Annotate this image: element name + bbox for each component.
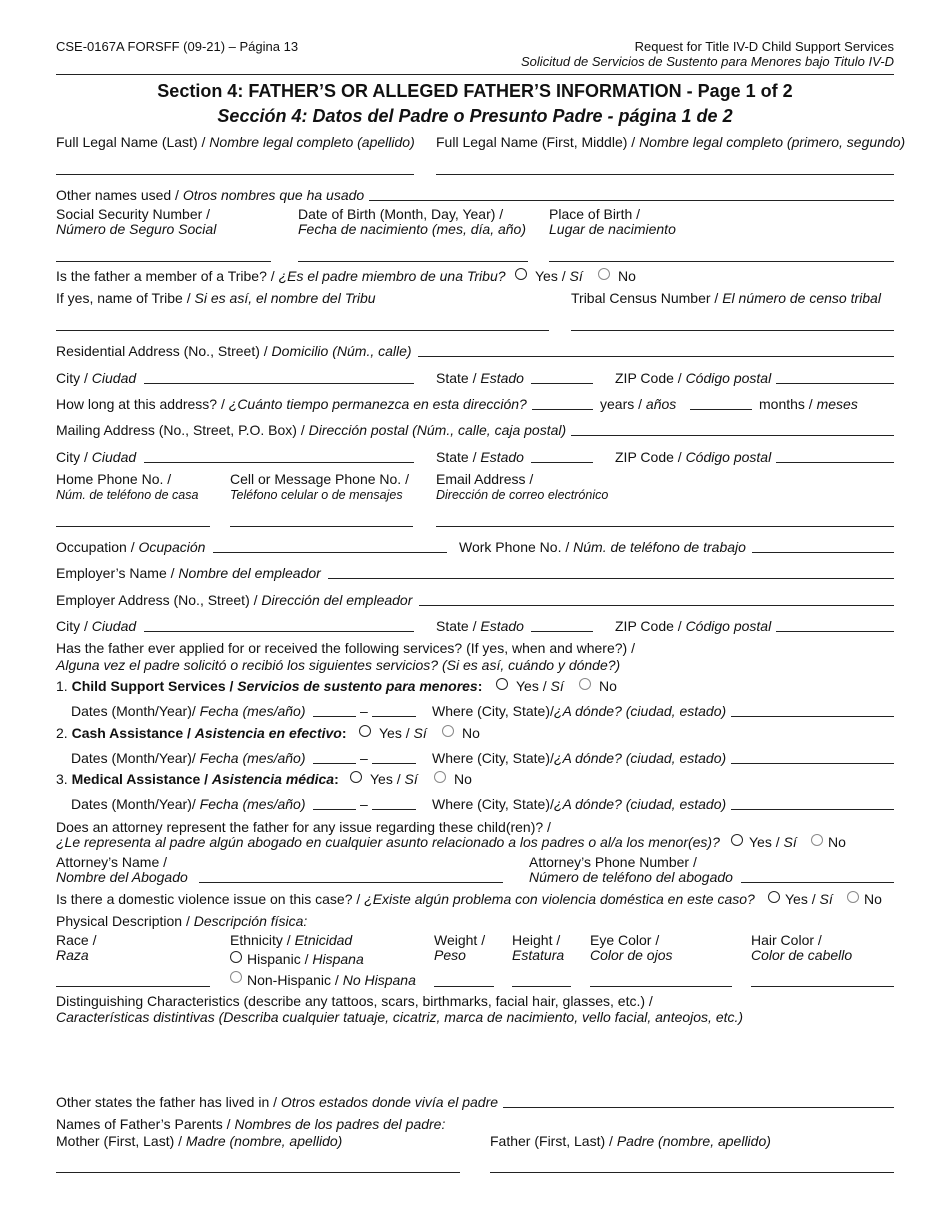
distinguishing-label-es: Características distintivas (Describa cualquier tatuaje, cicatriz, marca de nacimiento, vello facial, anteojos, etc.): [56, 1009, 744, 1025]
home-phone-field[interactable]: [56, 526, 210, 527]
res-city-field[interactable]: [144, 383, 414, 384]
employer-address-label: Employer Address (No., Street) / Dirección del empleador: [56, 592, 413, 608]
pob-label-en: Place of Birth /: [549, 206, 641, 222]
years-field[interactable]: [532, 409, 593, 410]
first-name-label: Full Legal Name (First, Middle) / Nombre legal completo (primero, segundo): [436, 134, 906, 150]
service-3-dates-label: Dates (Month/Year)/ Fecha (mes/año): [71, 796, 306, 812]
service-2-dates-label: Dates (Month/Year)/ Fecha (mes/año): [71, 750, 306, 766]
race-field[interactable]: [56, 986, 210, 987]
weight-field[interactable]: [434, 986, 494, 987]
employer-name-label: Employer’s Name / Nombre del empleador: [56, 565, 321, 581]
tribe-no-label: No: [618, 268, 636, 284]
employer-address-field[interactable]: [419, 605, 894, 606]
res-state-label: State / Estado: [436, 370, 524, 386]
eye-color-label-es: Color de ojos: [590, 947, 673, 963]
occupation-label: Occupation / Ocupación: [56, 539, 206, 555]
attorney-question-es: ¿Le representa al padre algún abogado en cualquier asunto relacionado a los padres o al/a los menor(es)?: [56, 834, 720, 850]
service-1-no-radio[interactable]: [579, 678, 591, 690]
hispanic-radio[interactable]: [230, 951, 242, 963]
tribe-name-label: If yes, name of Tribe / Si es así, el nombre del Tribu: [56, 290, 376, 306]
dob-field[interactable]: [298, 261, 528, 262]
attorney-no-radio[interactable]: [811, 834, 823, 846]
tribe-question: Is the father a member of a Tribe? / ¿Es el padre miembro de una Tribu?: [56, 268, 506, 284]
section-title-en: Section 4: FATHER’S OR ALLEGED FATHER’S INFORMATION - Page 1 of 2: [157, 81, 793, 101]
service-3-where-field[interactable]: [731, 809, 894, 810]
service-3-date-to[interactable]: [372, 809, 416, 810]
attorney-name-label-es: Nombre del Abogado: [56, 869, 188, 885]
tribal-census-field[interactable]: [571, 330, 894, 331]
mail-city-label: City / Ciudad: [56, 449, 137, 465]
service-1-yes-radio[interactable]: [496, 678, 508, 690]
other-states-field[interactable]: [503, 1107, 894, 1108]
email-label-en: Email Address /: [436, 471, 534, 487]
father-name-field[interactable]: [490, 1172, 894, 1173]
service-3-yes-radio[interactable]: [350, 771, 362, 783]
mail-address-label: Mailing Address (No., Street, P.O. Box) / Dirección postal (Núm., calle, caja postal): [56, 422, 567, 438]
cell-phone-label-es: Teléfono celular o de mensajes: [230, 488, 403, 502]
service-3-yes-label: Yes / Sí: [370, 771, 418, 787]
service-3-dash: –: [360, 796, 368, 812]
mother-name-field[interactable]: [56, 1172, 460, 1173]
parents-label: Names of Father’s Parents / Nombres de los padres del padre:: [56, 1116, 446, 1132]
mail-city-field[interactable]: [144, 462, 414, 463]
res-state-field[interactable]: [531, 383, 593, 384]
service-1-dash: –: [360, 703, 368, 719]
service-1-where-label: Where (City, State)/¿A dónde? (ciudad, estado): [432, 703, 727, 719]
dv-question: Is there a domestic violence issue on this case? / ¿Existe algún problema con violencia doméstica en este caso?: [56, 891, 755, 907]
home-phone-label-en: Home Phone No. /: [56, 471, 172, 487]
dv-yes-label: Yes / Sí: [785, 891, 833, 907]
race-label-en: Race /: [56, 932, 97, 948]
attorney-no-label: No: [828, 834, 846, 850]
service-2-date-to[interactable]: [372, 763, 416, 764]
mother-label: Mother (First, Last) / Madre (nombre, apellido): [56, 1133, 343, 1149]
non-hispanic-radio[interactable]: [230, 971, 242, 983]
weight-label-es: Peso: [434, 947, 466, 963]
hispanic-label: Hispanic / Hispana: [247, 951, 364, 967]
race-label-es: Raza: [56, 947, 89, 963]
attorney-yes-radio[interactable]: [731, 834, 743, 846]
height-label-en: Height /: [512, 932, 561, 948]
tribe-name-field[interactable]: [56, 330, 549, 331]
cell-phone-label-en: Cell or Message Phone No. /: [230, 471, 409, 487]
tribal-census-label: Tribal Census Number / El número de censo tribal: [571, 290, 881, 306]
last-name-label: Full Legal Name (Last) / Nombre legal completo (apellido): [56, 134, 415, 150]
dv-yes-radio[interactable]: [768, 891, 780, 903]
res-city-label: City / Ciudad: [56, 370, 137, 386]
service-2-where-field[interactable]: [731, 763, 894, 764]
weight-label-en: Weight /: [434, 932, 486, 948]
emp-zip-field[interactable]: [776, 631, 894, 632]
res-address-label: Residential Address (No., Street) / Domicilio (Núm., calle): [56, 343, 412, 359]
mail-state-field[interactable]: [531, 462, 593, 463]
occupation-field[interactable]: [213, 552, 447, 553]
father-label: Father (First, Last) / Padre (nombre, apellido): [490, 1133, 771, 1149]
emp-zip-label: ZIP Code / Código postal: [615, 618, 772, 634]
eye-color-label-en: Eye Color /: [590, 932, 660, 948]
tribe-yes-label: Yes / Sí: [535, 268, 583, 284]
service-2-yes-label: Yes / Sí: [379, 725, 427, 741]
form-id: CSE-0167A FORSFF (09-21) – Página 13: [56, 39, 299, 54]
other-names-field[interactable]: [369, 200, 894, 201]
email-field[interactable]: [436, 526, 894, 527]
eye-color-field[interactable]: [590, 986, 732, 987]
employer-name-field[interactable]: [328, 578, 894, 579]
months-label: months / meses: [759, 396, 858, 412]
mail-state-label: State / Estado: [436, 449, 524, 465]
header-divider: [56, 74, 894, 75]
emp-city-label: City / Ciudad: [56, 618, 137, 634]
header-title-en: Request for Title IV-D Child Support Services: [634, 39, 894, 54]
distinguishing-field[interactable]: [56, 1028, 894, 1088]
service-3-where-label: Where (City, State)/¿A dónde? (ciudad, estado): [432, 796, 727, 812]
service-3-label: 3. Medical Assistance / Asistencia médica:: [56, 771, 339, 787]
email-label-es: Dirección de correo electrónico: [436, 488, 609, 502]
ssn-label-es: Número de Seguro Social: [56, 221, 217, 237]
tribe-yes-radio[interactable]: [515, 268, 527, 280]
res-zip-field[interactable]: [776, 383, 894, 384]
service-2-yes-radio[interactable]: [359, 725, 371, 737]
distinguishing-label-en: Distinguishing Characteristics (describe any tattoos, scars, birthmarks, facial hair, glasses, etc.) /: [56, 993, 653, 1009]
service-2-no-radio[interactable]: [442, 725, 454, 737]
service-1-where-field[interactable]: [731, 716, 894, 717]
ssn-label-en: Social Security Number /: [56, 206, 211, 222]
first-name-field[interactable]: [436, 174, 894, 175]
attorney-question-en: Does an attorney represent the father for any issue regarding these child(ren)? /: [56, 819, 551, 835]
services-question-en: Has the father ever applied for or received the following services? (If yes, when and where?) /: [56, 640, 635, 656]
height-label-es: Estatura: [512, 947, 565, 963]
cell-phone-field[interactable]: [230, 526, 413, 527]
service-2-date-from[interactable]: [313, 763, 356, 764]
service-1-date-to[interactable]: [372, 716, 416, 717]
service-1-yes-label: Yes / Sí: [516, 678, 564, 694]
pob-field[interactable]: [549, 261, 894, 262]
attorney-phone-label-en: Attorney’s Phone Number /: [529, 854, 697, 870]
ssn-field[interactable]: [56, 261, 271, 262]
non-hispanic-label: Non-Hispanic / No Hispana: [247, 972, 416, 988]
physical-description-label: Physical Description / Descripción física:: [56, 913, 308, 929]
service-2-label: 2. Cash Assistance / Asistencia en efectivo:: [56, 725, 347, 741]
tribe-no-radio[interactable]: [598, 268, 610, 280]
work-phone-field[interactable]: [752, 552, 894, 553]
mail-zip-label: ZIP Code / Código postal: [615, 449, 772, 465]
service-3-no-label: No: [454, 771, 472, 787]
hair-color-label-es: Color de cabello: [751, 947, 853, 963]
service-2-where-label: Where (City, State)/¿A dónde? (ciudad, estado): [432, 750, 727, 766]
mail-address-field[interactable]: [571, 435, 894, 436]
service-3-no-radio[interactable]: [434, 771, 446, 783]
dob-label-es: Fecha de nacimiento (mes, día, año): [298, 221, 527, 237]
header-title-es: Solicitud de Servicios de Sustento para Menores bajo Titulo IV-D: [521, 54, 894, 69]
attorney-name-field[interactable]: [199, 882, 503, 883]
attorney-phone-field[interactable]: [741, 882, 894, 883]
height-field[interactable]: [512, 986, 571, 987]
last-name-field[interactable]: [56, 174, 414, 175]
section-title-es: Sección 4: Datos del Padre o Presunto Padre - página 1 de 2: [217, 106, 733, 126]
work-phone-label: Work Phone No. / Núm. de teléfono de trabajo: [459, 539, 746, 555]
emp-city-field[interactable]: [144, 631, 414, 632]
other-names-label: Other names used / Otros nombres que ha usado: [56, 187, 365, 203]
emp-state-field[interactable]: [531, 631, 593, 632]
attorney-name-label-en: Attorney’s Name /: [56, 854, 168, 870]
ethnicity-label: Ethnicity / Etnicidad: [230, 932, 353, 948]
services-question-es: Alguna vez el padre solicitó o recibió los siguientes servicios? (Si es así, cuándo y dónde?): [56, 657, 621, 673]
years-label: years / años: [600, 396, 677, 412]
res-zip-label: ZIP Code / Código postal: [615, 370, 772, 386]
dv-no-radio[interactable]: [847, 891, 859, 903]
attorney-yes-label: Yes / Sí: [749, 834, 797, 850]
service-2-no-label: No: [462, 725, 480, 741]
service-2-dash: –: [360, 750, 368, 766]
dv-no-label: No: [864, 891, 882, 907]
service-3-date-from[interactable]: [313, 809, 356, 810]
how-long-label: How long at this address? / ¿Cuánto tiempo permanezca en esta dirección?: [56, 396, 527, 412]
other-states-label: Other states the father has lived in / Otros estados donde vivía el padre: [56, 1094, 499, 1110]
service-1-dates-label: Dates (Month/Year)/ Fecha (mes/año): [71, 703, 306, 719]
months-field[interactable]: [690, 409, 752, 410]
hair-color-label-en: Hair Color /: [751, 932, 822, 948]
hair-color-field[interactable]: [751, 986, 894, 987]
home-phone-label-es: Núm. de teléfono de casa: [56, 488, 199, 502]
service-1-date-from[interactable]: [313, 716, 356, 717]
emp-state-label: State / Estado: [436, 618, 524, 634]
mail-zip-field[interactable]: [776, 462, 894, 463]
res-address-field[interactable]: [418, 356, 894, 357]
service-1-label: 1. Child Support Services / Servicios de sustento para menores:: [56, 678, 483, 694]
service-1-no-label: No: [599, 678, 617, 694]
pob-label-es: Lugar de nacimiento: [549, 221, 676, 237]
attorney-phone-label-es: Número de teléfono del abogado: [529, 869, 733, 885]
dob-label-en: Date of Birth (Month, Day, Year) /: [298, 206, 504, 222]
